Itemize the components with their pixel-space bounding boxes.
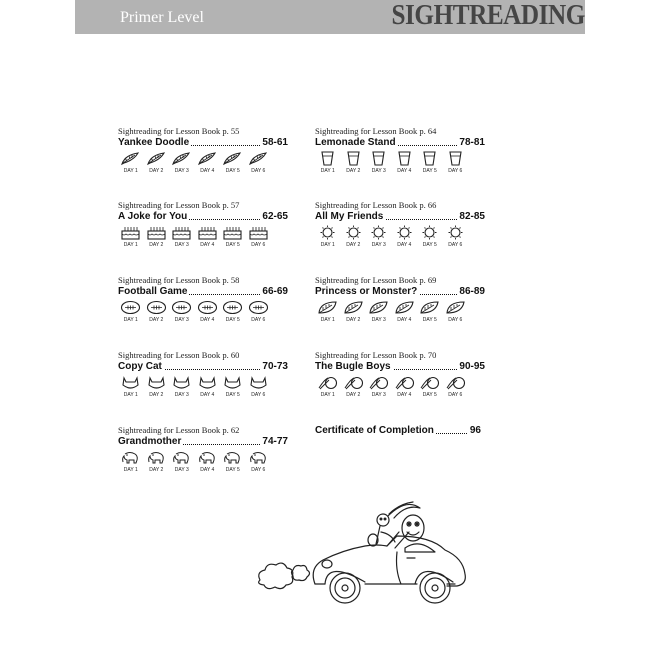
day-label: DAY 3 bbox=[174, 242, 189, 248]
certificate-entry bbox=[315, 425, 481, 437]
practice-days bbox=[118, 151, 288, 174]
elephant-icon bbox=[248, 450, 269, 465]
piece-title: Princess or Monster? bbox=[315, 286, 418, 297]
level-label: Primer Level bbox=[120, 9, 204, 26]
page-range: 78-81 bbox=[459, 137, 485, 148]
day-label: DAY 3 bbox=[174, 467, 189, 473]
day-label: DAY 5 bbox=[225, 467, 240, 473]
contents-entry bbox=[118, 126, 288, 174]
piece-title: Lemonade Stand bbox=[315, 137, 396, 148]
feather-icon bbox=[248, 151, 269, 166]
day-label: DAY 4 bbox=[200, 467, 215, 473]
practice-day bbox=[246, 375, 272, 398]
leaf-icon bbox=[419, 300, 440, 315]
day-label: DAY 6 bbox=[251, 242, 266, 248]
day-label: DAY 2 bbox=[346, 392, 361, 398]
football-icon bbox=[146, 300, 167, 315]
lesson-book-ref: Sightreading for Lesson Book p. 57 bbox=[118, 200, 240, 210]
cat-face-icon bbox=[120, 375, 141, 390]
practice-day bbox=[443, 225, 469, 248]
entry-title-row bbox=[118, 137, 288, 149]
practice-day bbox=[144, 375, 170, 398]
feather-icon bbox=[222, 151, 243, 166]
piece-title: Football Game bbox=[118, 286, 188, 297]
elephant-icon bbox=[120, 450, 141, 465]
leaf-icon bbox=[394, 300, 415, 315]
bugle-icon bbox=[368, 375, 389, 390]
day-label: DAY 6 bbox=[448, 317, 463, 323]
practice-days bbox=[315, 300, 485, 323]
series-title: SIGHTREADING bbox=[391, 0, 585, 31]
elephant-icon bbox=[197, 450, 218, 465]
day-label: DAY 2 bbox=[346, 242, 361, 248]
elephant-icon bbox=[146, 450, 167, 465]
practice-day bbox=[118, 151, 144, 174]
practice-days bbox=[118, 300, 288, 323]
entry-title-row bbox=[118, 361, 288, 373]
day-label: DAY 4 bbox=[397, 242, 412, 248]
day-label: DAY 4 bbox=[397, 168, 412, 174]
lesson-book-ref: Sightreading for Lesson Book p. 66 bbox=[315, 200, 437, 210]
day-label: DAY 1 bbox=[123, 242, 138, 248]
day-label: DAY 3 bbox=[371, 242, 386, 248]
piece-title: The Bugle Boys bbox=[315, 361, 391, 372]
practice-day bbox=[169, 151, 195, 174]
cup-icon bbox=[445, 151, 466, 166]
elephant-icon bbox=[171, 450, 192, 465]
elephant-icon bbox=[222, 450, 243, 465]
contents-entry bbox=[118, 275, 288, 323]
day-label: DAY 3 bbox=[371, 317, 386, 323]
practice-days bbox=[118, 375, 288, 398]
day-label: DAY 6 bbox=[251, 317, 266, 323]
practice-day bbox=[417, 225, 443, 248]
day-label: DAY 3 bbox=[174, 168, 189, 174]
practice-day bbox=[392, 375, 418, 398]
practice-days bbox=[118, 450, 288, 473]
cat-face-icon bbox=[222, 375, 243, 390]
contents-entry bbox=[315, 350, 485, 398]
practice-day bbox=[195, 375, 221, 398]
practice-day bbox=[417, 375, 443, 398]
feather-icon bbox=[120, 151, 141, 166]
cat-face-icon bbox=[146, 375, 167, 390]
day-label: DAY 4 bbox=[200, 317, 215, 323]
practice-day bbox=[392, 225, 418, 248]
day-label: DAY 4 bbox=[397, 317, 412, 323]
piece-title: Grandmother bbox=[118, 436, 182, 447]
practice-day bbox=[246, 225, 272, 248]
practice-day bbox=[366, 225, 392, 248]
day-label: DAY 5 bbox=[422, 168, 437, 174]
practice-day bbox=[220, 151, 246, 174]
page-range: 86-89 bbox=[459, 286, 485, 297]
entry-title-row bbox=[118, 436, 288, 448]
sun-icon bbox=[419, 225, 440, 240]
entry-title-row bbox=[118, 211, 288, 223]
practice-day bbox=[195, 151, 221, 174]
day-label: DAY 2 bbox=[346, 317, 361, 323]
practice-day bbox=[195, 300, 221, 323]
cat-face-icon bbox=[171, 375, 192, 390]
football-icon bbox=[197, 300, 218, 315]
practice-day bbox=[118, 450, 144, 473]
piece-title: Yankee Doodle bbox=[118, 137, 190, 148]
practice-day bbox=[246, 151, 272, 174]
practice-day bbox=[220, 300, 246, 323]
leaf-icon bbox=[368, 300, 389, 315]
feather-icon bbox=[171, 151, 192, 166]
practice-day bbox=[169, 300, 195, 323]
bugle-icon bbox=[445, 375, 466, 390]
cake-icon bbox=[197, 225, 218, 240]
practice-day bbox=[220, 375, 246, 398]
page-range: 66-69 bbox=[262, 286, 288, 297]
practice-day bbox=[417, 151, 443, 174]
practice-day bbox=[144, 450, 170, 473]
cat-face-icon bbox=[248, 375, 269, 390]
day-label: DAY 1 bbox=[123, 467, 138, 473]
contents-entry bbox=[118, 425, 288, 473]
football-icon bbox=[222, 300, 243, 315]
day-label: DAY 6 bbox=[448, 242, 463, 248]
contents-entry bbox=[315, 200, 485, 248]
practice-days bbox=[118, 225, 288, 248]
day-label: DAY 5 bbox=[225, 168, 240, 174]
day-label: DAY 6 bbox=[448, 392, 463, 398]
piece-title: A Joke for You bbox=[118, 211, 188, 222]
entry-title-row bbox=[118, 286, 288, 298]
practice-day bbox=[144, 300, 170, 323]
cake-icon bbox=[222, 225, 243, 240]
day-label: DAY 6 bbox=[251, 467, 266, 473]
practice-day bbox=[144, 151, 170, 174]
cup-icon bbox=[343, 151, 364, 166]
cake-icon bbox=[146, 225, 167, 240]
feather-icon bbox=[197, 151, 218, 166]
sun-icon bbox=[394, 225, 415, 240]
cup-icon bbox=[394, 151, 415, 166]
certificate-page: 96 bbox=[469, 425, 481, 436]
contents-entry bbox=[315, 275, 485, 323]
day-label: DAY 4 bbox=[397, 392, 412, 398]
practice-day bbox=[443, 151, 469, 174]
practice-day bbox=[315, 225, 341, 248]
practice-day bbox=[169, 375, 195, 398]
day-label: DAY 2 bbox=[149, 317, 164, 323]
day-label: DAY 6 bbox=[251, 392, 266, 398]
day-label: DAY 5 bbox=[422, 317, 437, 323]
lesson-book-ref: Sightreading for Lesson Book p. 64 bbox=[315, 126, 437, 136]
lesson-book-ref: Sightreading for Lesson Book p. 55 bbox=[118, 126, 240, 136]
day-label: DAY 5 bbox=[225, 392, 240, 398]
leaf-icon bbox=[343, 300, 364, 315]
contents-entry bbox=[118, 200, 288, 248]
day-label: DAY 5 bbox=[225, 242, 240, 248]
day-label: DAY 5 bbox=[225, 317, 240, 323]
practice-day bbox=[392, 151, 418, 174]
day-label: DAY 1 bbox=[123, 392, 138, 398]
practice-day bbox=[118, 300, 144, 323]
certificate-title: Certificate of Completion bbox=[315, 425, 434, 436]
day-label: DAY 1 bbox=[123, 317, 138, 323]
day-label: DAY 2 bbox=[149, 392, 164, 398]
leaf-icon bbox=[445, 300, 466, 315]
day-label: DAY 2 bbox=[149, 242, 164, 248]
day-label: DAY 4 bbox=[200, 168, 215, 174]
day-label: DAY 1 bbox=[320, 242, 335, 248]
bugle-icon bbox=[317, 375, 338, 390]
day-label: DAY 1 bbox=[320, 392, 335, 398]
bugle-icon bbox=[343, 375, 364, 390]
bugle-icon bbox=[419, 375, 440, 390]
page-range: 70-73 bbox=[262, 361, 288, 372]
feather-icon bbox=[146, 151, 167, 166]
sun-icon bbox=[317, 225, 338, 240]
practice-day bbox=[246, 300, 272, 323]
day-label: DAY 2 bbox=[346, 168, 361, 174]
lesson-book-ref: Sightreading for Lesson Book p. 58 bbox=[118, 275, 240, 285]
football-icon bbox=[171, 300, 192, 315]
practice-day bbox=[169, 225, 195, 248]
sun-icon bbox=[343, 225, 364, 240]
practice-day bbox=[144, 225, 170, 248]
practice-day bbox=[366, 375, 392, 398]
contents-entry bbox=[315, 126, 485, 174]
practice-day bbox=[118, 375, 144, 398]
day-label: DAY 3 bbox=[174, 317, 189, 323]
practice-day bbox=[315, 151, 341, 174]
day-label: DAY 4 bbox=[200, 392, 215, 398]
piece-title: All My Friends bbox=[315, 211, 384, 222]
practice-day bbox=[341, 300, 367, 323]
practice-day bbox=[315, 300, 341, 323]
lesson-book-ref: Sightreading for Lesson Book p. 60 bbox=[118, 350, 240, 360]
cake-icon bbox=[248, 225, 269, 240]
day-label: DAY 3 bbox=[371, 168, 386, 174]
practice-day bbox=[443, 375, 469, 398]
car-illustration-icon bbox=[255, 492, 495, 612]
football-icon bbox=[248, 300, 269, 315]
contents-entry bbox=[118, 350, 288, 398]
practice-day bbox=[366, 300, 392, 323]
cake-icon bbox=[120, 225, 141, 240]
practice-day bbox=[220, 450, 246, 473]
football-icon bbox=[120, 300, 141, 315]
practice-days bbox=[315, 375, 485, 398]
page-range: 62-65 bbox=[262, 211, 288, 222]
practice-day bbox=[443, 300, 469, 323]
entry-title-row bbox=[315, 286, 485, 298]
practice-day bbox=[341, 151, 367, 174]
cup-icon bbox=[317, 151, 338, 166]
cat-face-icon bbox=[197, 375, 218, 390]
practice-day bbox=[341, 225, 367, 248]
practice-days bbox=[315, 151, 485, 174]
sun-icon bbox=[368, 225, 389, 240]
leaf-icon bbox=[317, 300, 338, 315]
sun-icon bbox=[445, 225, 466, 240]
day-label: DAY 1 bbox=[320, 168, 335, 174]
day-label: DAY 1 bbox=[123, 168, 138, 174]
practice-day bbox=[341, 375, 367, 398]
lesson-book-ref: Sightreading for Lesson Book p. 69 bbox=[315, 275, 437, 285]
practice-day bbox=[366, 151, 392, 174]
practice-days bbox=[315, 225, 485, 248]
page-header bbox=[75, 0, 585, 34]
lesson-book-ref: Sightreading for Lesson Book p. 62 bbox=[118, 425, 240, 435]
cup-icon bbox=[419, 151, 440, 166]
day-label: DAY 5 bbox=[422, 392, 437, 398]
practice-day bbox=[195, 225, 221, 248]
cake-icon bbox=[171, 225, 192, 240]
day-label: DAY 2 bbox=[149, 467, 164, 473]
piece-title: Copy Cat bbox=[118, 361, 162, 372]
page-range: 74-77 bbox=[262, 436, 288, 447]
day-label: DAY 6 bbox=[448, 168, 463, 174]
day-label: DAY 5 bbox=[422, 242, 437, 248]
practice-day bbox=[246, 450, 272, 473]
entry-title-row bbox=[315, 211, 485, 223]
page-range: 82-85 bbox=[459, 211, 485, 222]
day-label: DAY 6 bbox=[251, 168, 266, 174]
practice-day bbox=[392, 300, 418, 323]
practice-day bbox=[169, 450, 195, 473]
page-range: 58-61 bbox=[262, 137, 288, 148]
day-label: DAY 3 bbox=[371, 392, 386, 398]
practice-day bbox=[220, 225, 246, 248]
cup-icon bbox=[368, 151, 389, 166]
practice-day bbox=[118, 225, 144, 248]
lesson-book-ref: Sightreading for Lesson Book p. 70 bbox=[315, 350, 437, 360]
day-label: DAY 4 bbox=[200, 242, 215, 248]
entry-title-row bbox=[315, 361, 485, 373]
practice-day bbox=[195, 450, 221, 473]
page-range: 90-95 bbox=[459, 361, 485, 372]
practice-day bbox=[315, 375, 341, 398]
practice-day bbox=[417, 300, 443, 323]
day-label: DAY 1 bbox=[320, 317, 335, 323]
day-label: DAY 2 bbox=[149, 168, 164, 174]
day-label: DAY 3 bbox=[174, 392, 189, 398]
entry-title-row bbox=[315, 137, 485, 149]
bugle-icon bbox=[394, 375, 415, 390]
